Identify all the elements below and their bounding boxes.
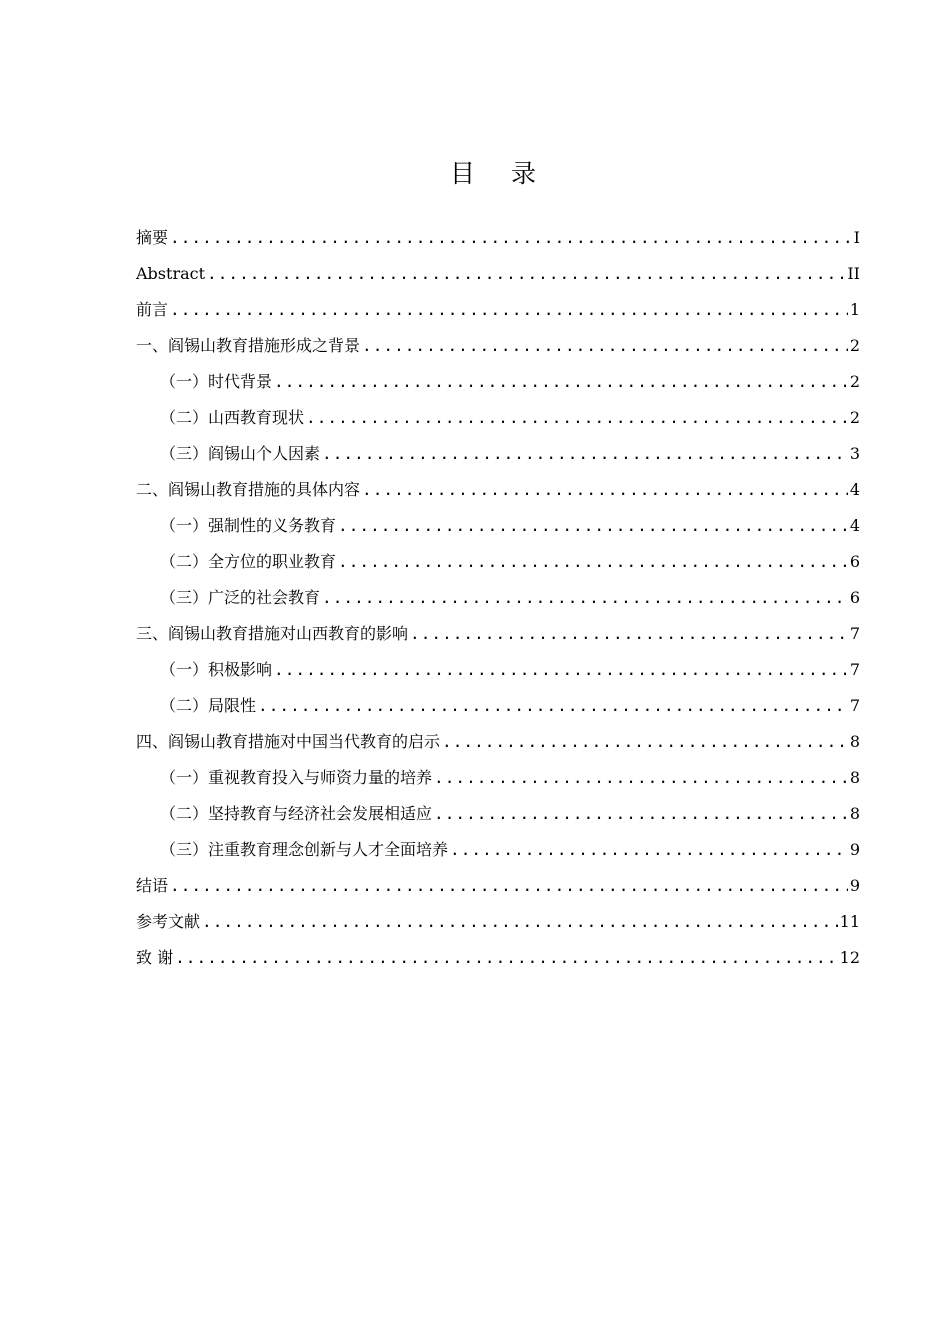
toc-entry[interactable] bbox=[136, 911, 860, 947]
toc-entry-page-number: 4 bbox=[849, 516, 860, 535]
toc-dot-leader bbox=[258, 695, 848, 717]
toc-entry-page-number: 7 bbox=[849, 660, 860, 679]
toc-entry-label: （一）强制性的义务教育 bbox=[160, 516, 337, 535]
toc-dot-leader bbox=[362, 335, 848, 357]
toc-entry-page-number: 8 bbox=[849, 768, 860, 787]
toc-entry[interactable] bbox=[136, 875, 860, 911]
toc-entry-page-number: 2 bbox=[849, 372, 860, 391]
toc-entry-label: 四、阎锡山教育措施对中国当代教育的启示 bbox=[136, 732, 441, 751]
toc-entry-label: （一）时代背景 bbox=[160, 372, 273, 391]
toc-entry-page-number: 2 bbox=[849, 336, 860, 355]
toc-entry-label: （二）山西教育现状 bbox=[160, 408, 305, 427]
toc-dot-leader bbox=[434, 767, 848, 789]
toc-entry-page-number: 9 bbox=[849, 840, 860, 859]
toc-entry[interactable] bbox=[136, 227, 860, 263]
toc-entry-page-number: 6 bbox=[849, 588, 860, 607]
toc-entry-label: 致 谢 bbox=[136, 948, 174, 967]
toc-entry[interactable] bbox=[136, 479, 860, 515]
toc-entry-page-number: 7 bbox=[849, 624, 860, 643]
toc-entry-page-number: 4 bbox=[849, 480, 860, 499]
toc-entry-label: 结语 bbox=[136, 876, 169, 895]
toc-entry-page-number: 9 bbox=[849, 876, 860, 895]
toc-entry-page-number: 11 bbox=[839, 912, 860, 931]
toc-dot-leader bbox=[338, 551, 848, 573]
toc-entry-label: 摘要 bbox=[136, 228, 169, 247]
table-of-contents bbox=[136, 227, 860, 983]
toc-entry-label: （二）全方位的职业教育 bbox=[160, 552, 337, 571]
toc-entry-page-number: I bbox=[853, 228, 860, 247]
toc-entry-page-number: 8 bbox=[849, 732, 860, 751]
toc-dot-leader bbox=[362, 479, 848, 501]
toc-entry-page-number: II bbox=[847, 264, 860, 283]
toc-entry-page-number: 1 bbox=[849, 300, 860, 319]
toc-dot-leader bbox=[175, 947, 838, 969]
toc-entry-page-number: 12 bbox=[839, 948, 860, 967]
toc-entry-label: （三）阎锡山个人因素 bbox=[160, 444, 321, 463]
toc-entry-label: （二）坚持教育与经济社会发展相适应 bbox=[160, 804, 433, 823]
toc-dot-leader bbox=[322, 587, 848, 609]
toc-entry-page-number: 7 bbox=[849, 696, 860, 715]
toc-entry-label: （三）广泛的社会教育 bbox=[160, 588, 321, 607]
toc-entry[interactable] bbox=[136, 371, 860, 407]
toc-entry-page-number: 8 bbox=[849, 804, 860, 823]
toc-entry[interactable] bbox=[136, 767, 860, 803]
toc-entry[interactable] bbox=[136, 731, 860, 767]
toc-dot-leader bbox=[274, 371, 848, 393]
toc-dot-leader bbox=[434, 803, 848, 825]
toc-dot-leader bbox=[170, 227, 852, 249]
toc-dot-leader bbox=[274, 659, 848, 681]
toc-entry[interactable] bbox=[136, 407, 860, 443]
page-title: 目 录 bbox=[450, 159, 550, 188]
toc-entry-page-number: 6 bbox=[849, 552, 860, 571]
toc-dot-leader bbox=[207, 263, 845, 285]
toc-entry-label: 一、阎锡山教育措施形成之背景 bbox=[136, 336, 361, 355]
toc-dot-leader bbox=[322, 443, 848, 465]
toc-entry[interactable] bbox=[136, 659, 860, 695]
toc-entry[interactable] bbox=[136, 299, 860, 335]
toc-entry-label: Abstract bbox=[136, 264, 206, 283]
toc-entry-label: （一）重视教育投入与师资力量的培养 bbox=[160, 768, 433, 787]
toc-entry[interactable] bbox=[136, 551, 860, 587]
toc-dot-leader bbox=[442, 731, 848, 753]
toc-entry[interactable] bbox=[136, 587, 860, 623]
toc-entry-label: （二）局限性 bbox=[160, 696, 257, 715]
toc-entry[interactable] bbox=[136, 947, 860, 983]
toc-dot-leader bbox=[170, 299, 848, 321]
toc-entry[interactable] bbox=[136, 803, 860, 839]
toc-entry[interactable] bbox=[136, 515, 860, 551]
toc-entry[interactable] bbox=[136, 839, 860, 875]
toc-entry-page-number: 2 bbox=[849, 408, 860, 427]
toc-dot-leader bbox=[338, 515, 848, 537]
toc-entry-label: （三）注重教育理念创新与人才全面培养 bbox=[160, 840, 449, 859]
toc-entry-label: （一）积极影响 bbox=[160, 660, 273, 679]
toc-dot-leader bbox=[306, 407, 848, 429]
toc-entry-label: 前言 bbox=[136, 300, 169, 319]
toc-entry-label: 三、阎锡山教育措施对山西教育的影响 bbox=[136, 624, 409, 643]
toc-entry[interactable] bbox=[136, 335, 860, 371]
toc-dot-leader bbox=[450, 839, 848, 861]
toc-dot-leader bbox=[410, 623, 848, 645]
toc-dot-leader bbox=[170, 875, 848, 897]
toc-dot-leader bbox=[202, 911, 838, 933]
toc-entry-label: 参考文献 bbox=[136, 912, 201, 931]
toc-entry-label: 二、阎锡山教育措施的具体内容 bbox=[136, 480, 361, 499]
toc-entry[interactable] bbox=[136, 695, 860, 731]
toc-entry-page-number: 3 bbox=[849, 444, 860, 463]
toc-entry[interactable] bbox=[136, 263, 860, 299]
toc-entry[interactable] bbox=[136, 623, 860, 659]
toc-entry[interactable] bbox=[136, 443, 860, 479]
